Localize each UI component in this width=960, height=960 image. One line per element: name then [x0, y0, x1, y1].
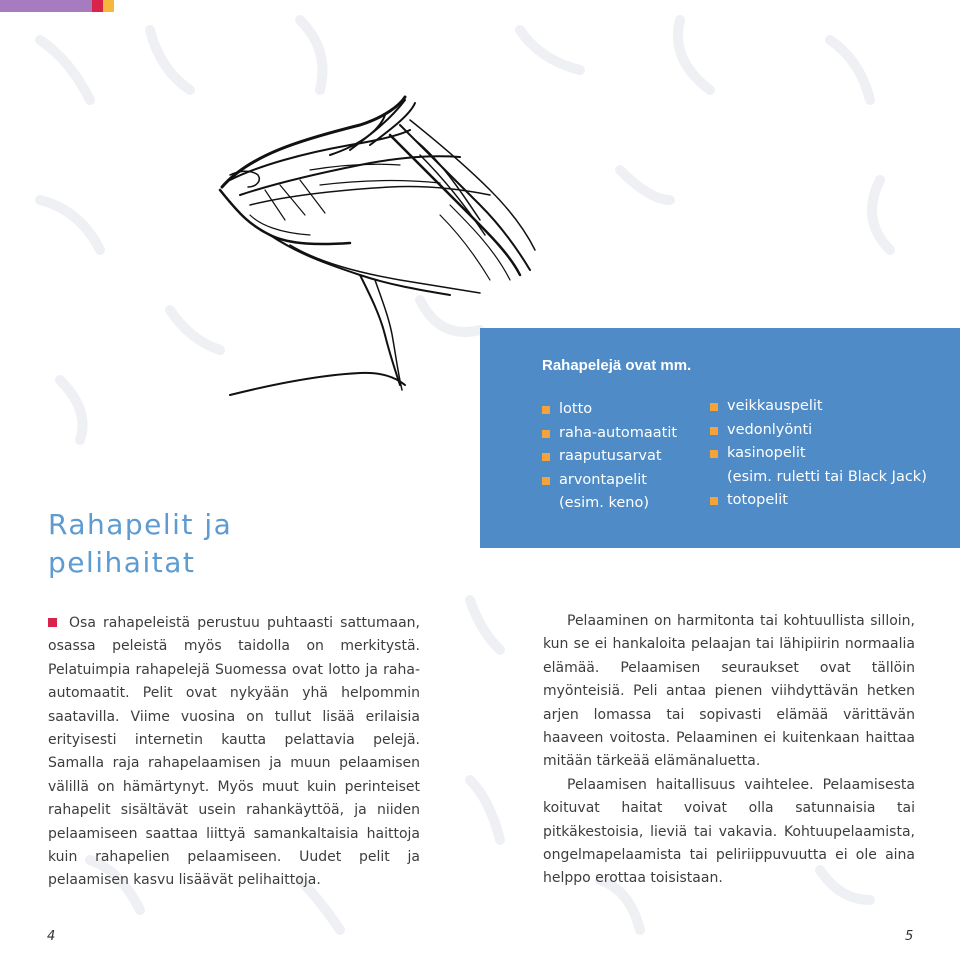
square-bullet-icon: [710, 497, 718, 505]
list-item: raha-automaatit: [542, 422, 677, 446]
title-line: pelihaitat: [48, 546, 196, 579]
page-number-right: 5: [905, 929, 914, 944]
corner-tab-purple: [0, 0, 92, 12]
list-item: arvontapelit: [542, 469, 677, 493]
games-list-left: [542, 398, 677, 516]
square-bullet-icon: [710, 450, 718, 458]
list-item: kasinopelit: [710, 442, 927, 466]
left-column: [48, 612, 420, 893]
square-bullet-icon: [542, 430, 550, 438]
list-item: (esim. ruletti tai Black Jack): [727, 468, 927, 485]
list-item: (esim. keno): [559, 495, 650, 511]
info-box-title: Rahapelejä ovat mm.: [542, 357, 692, 374]
games-list-right: [710, 395, 927, 513]
page-number-left: 4: [47, 929, 56, 944]
title-line: Rahapelit ja: [48, 508, 233, 541]
corner-tab-pink: [92, 0, 103, 12]
list-item: lotto: [542, 398, 677, 422]
body-paragraph: Pelaaminen on harmitonta tai kohtuullista silloin, kun se ei hankaloita pelaajan tai lähipiirin normaalia elämää. Pelaamisen seuraukset ovat tällöin myönteisiä. Peli antaa pienen viihdyttävän hetken arjen lomassa tai sopivasti elämää värittävän haaveen voitosta. Pelaaminen ei kuitenkaan haittaa mitään tärkeää elämänaluetta.: [543, 613, 915, 770]
intro-paragraph: Osa rahapeleistä perustuu puhtaasti sattumaan, osassa peleistä myös taidolla on merkitystä. Pelatuimpia rahapelejä Suomessa ovat lotto ja raha-automaatit. Pelit ovat nykyään yhä helpommin saatavilla. Viime vuosina on tullut lisää erilaisia erityisesti internetin kautta pelattavia pelejä. Samalla raja rahapelaamisen ja muun pelaamisen välillä on hämärtynyt. Myös muut kuin perinteiset rahapelit sisältävät usein rahankäyttöä, ja niiden pelaamiseen saattaa liittyä samankaltaisia haittoja kuin rahapelien pelaamiseen. Uudet pelit ja pelaamisen kasvu lisäävät pelihaittoja.: [48, 615, 420, 889]
games-info-box: [480, 328, 960, 548]
square-bullet-icon: [48, 618, 57, 627]
list-item: totopelit: [710, 489, 927, 513]
list-item: raaputusarvat: [542, 445, 677, 469]
square-bullet-icon: [542, 406, 550, 414]
list-item: vedonlyönti: [710, 419, 927, 443]
corner-tab-yellow: [103, 0, 114, 12]
square-bullet-icon: [542, 453, 550, 461]
list-item: veikkauspelit: [710, 395, 927, 419]
body-paragraph: Pelaamisen haitallisuus vaihtelee. Pelaamisesta koituvat haitat voivat olla satunnaisia tai pitkäkestoisia, lieviä tai vakavia. Kohtuupelaamista, ongelmapelaamista tai peliriippuvuutta ei ole aina helppo erottaa toisistaan.: [543, 776, 915, 887]
square-bullet-icon: [710, 403, 718, 411]
square-bullet-icon: [710, 427, 718, 435]
page-title: [48, 506, 232, 582]
right-column: [543, 610, 915, 891]
square-bullet-icon: [542, 477, 550, 485]
